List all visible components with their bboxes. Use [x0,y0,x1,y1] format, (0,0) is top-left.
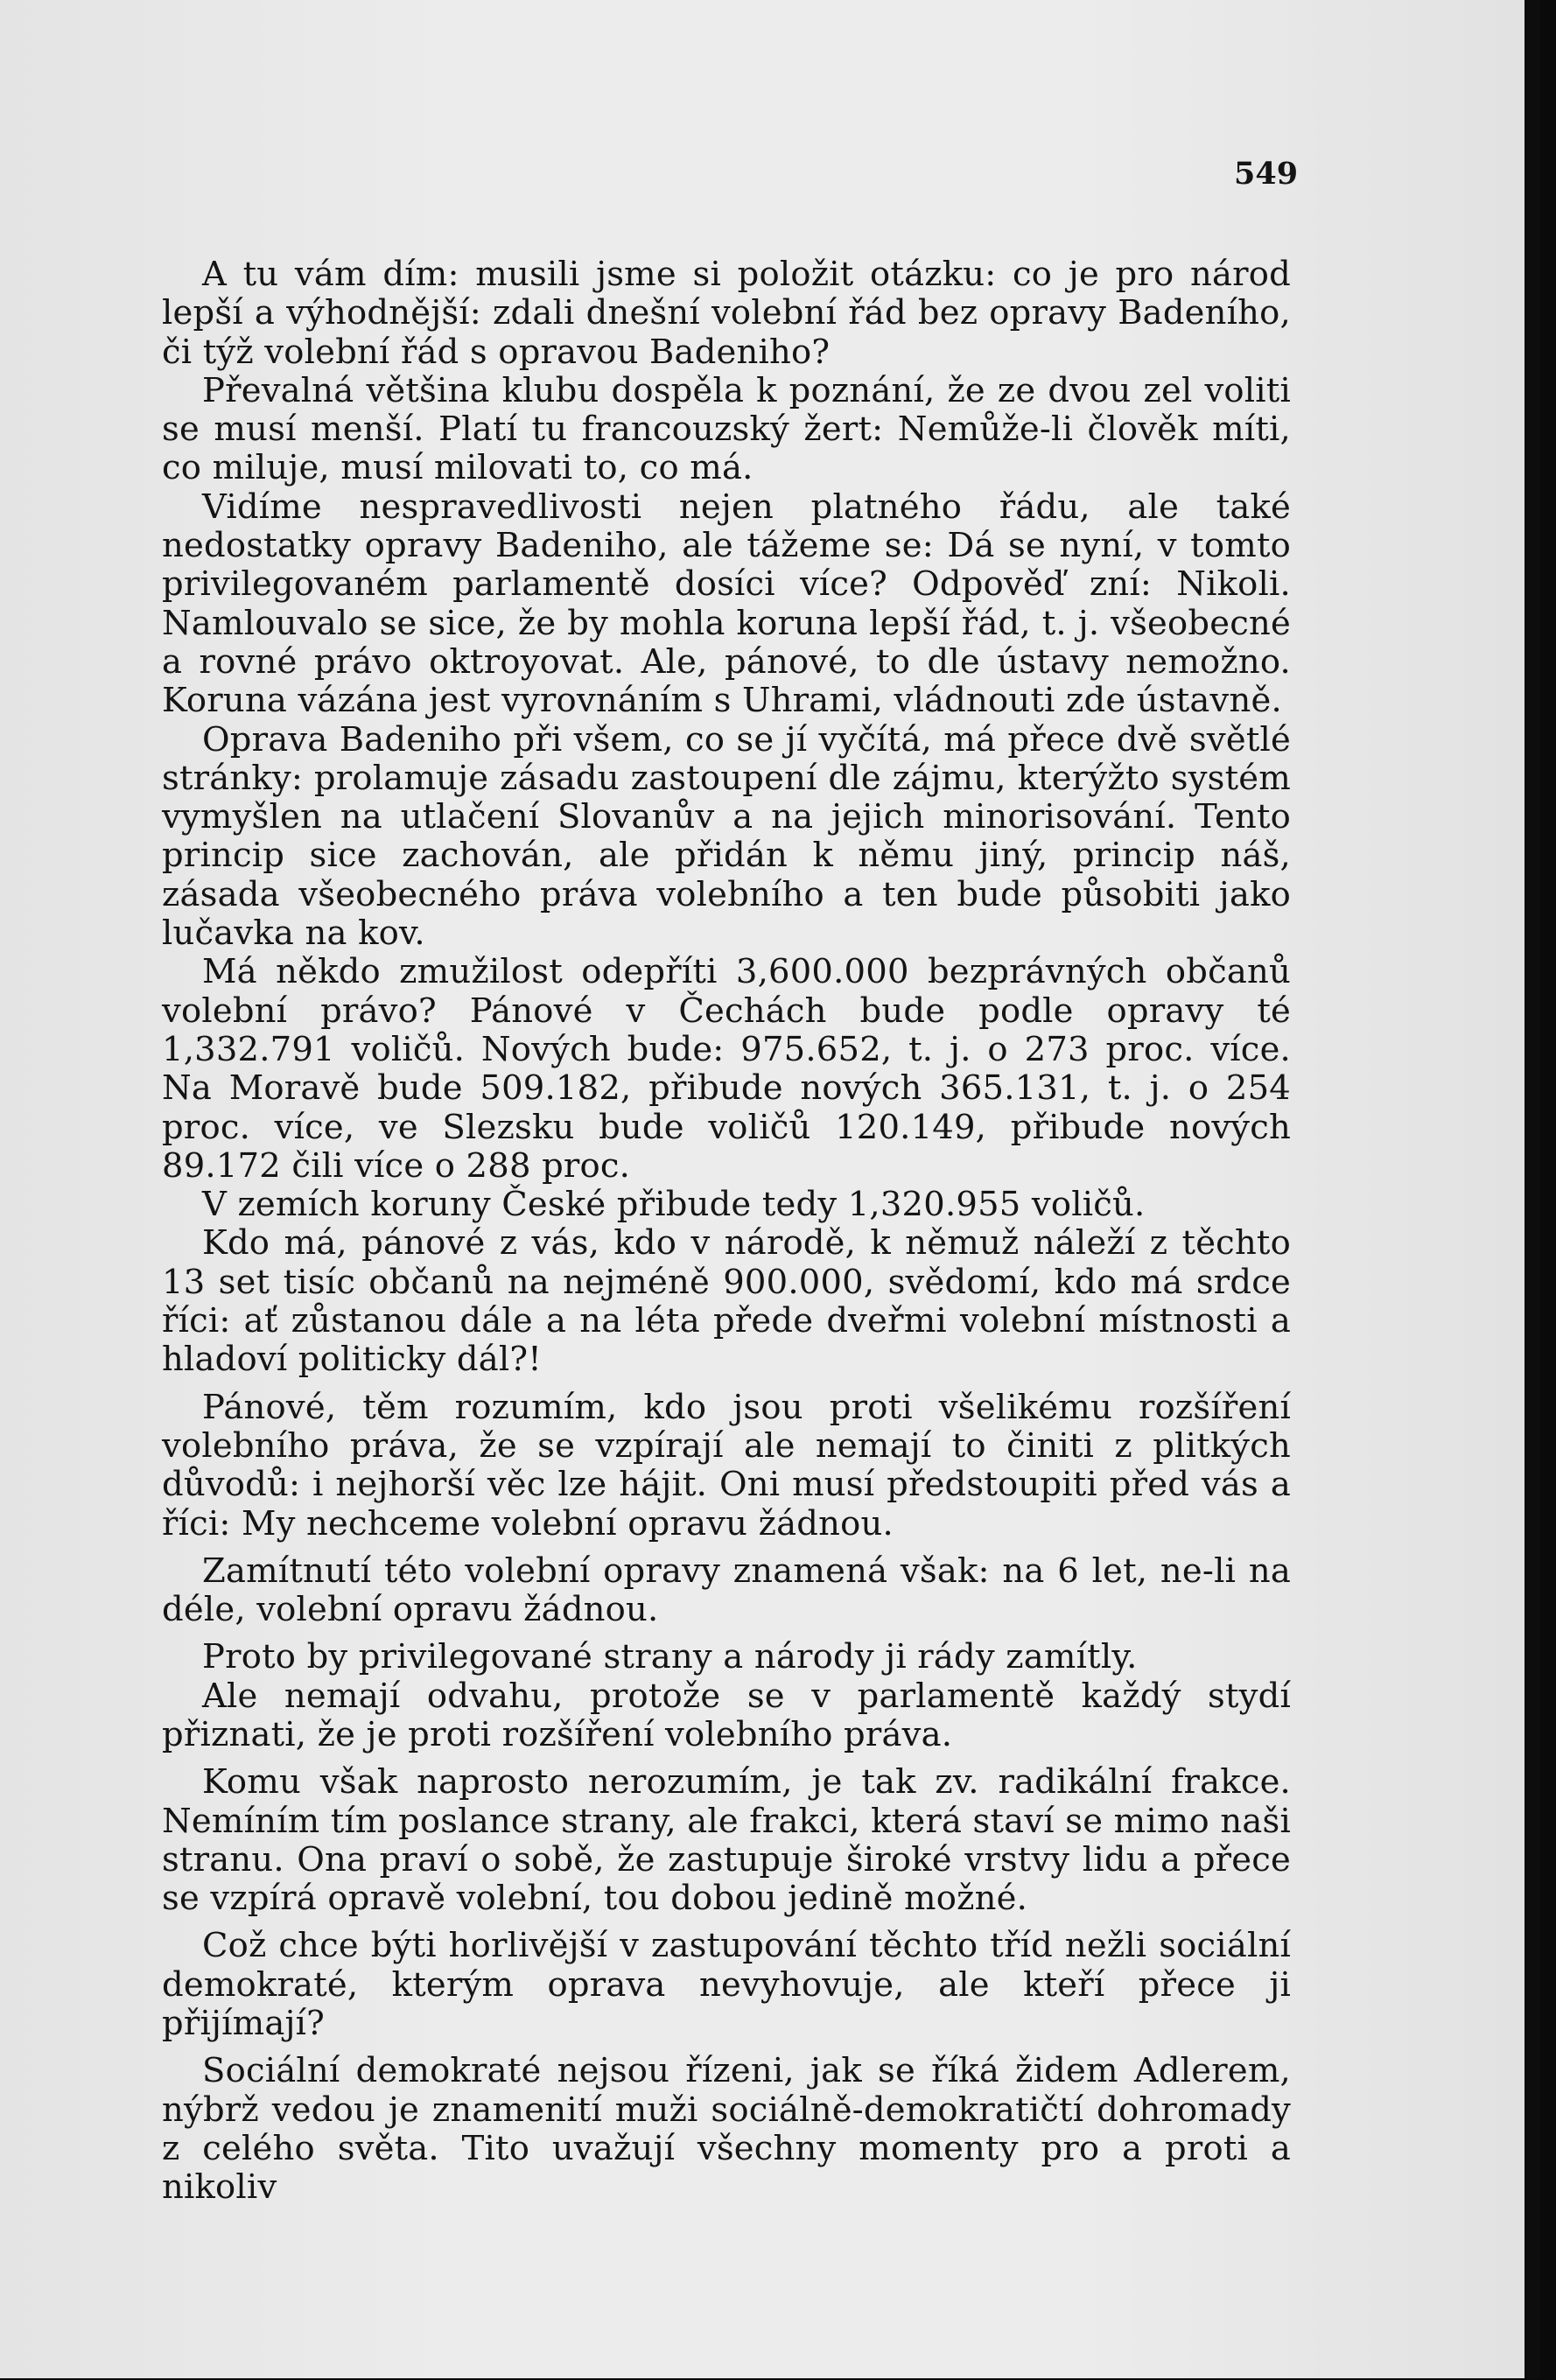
paragraph: V zemích koruny České přibude tedy 1,320.955 voličů. [202,1185,1146,1225]
paragraph: Pánové, těm rozumím, kdo jsou proti všelikému rozšíření volebního práva, že se vzpírají ale nemají to činiti z plitkých důvodů: i nejhorší věc lze hájit. Oni musí předstoupiti před vás a říci: My nechceme volební opravu žádnou. [162,1387,1291,1544]
paragraph: Převalná většina klubu dospěla k poznání, že ze dvou zel voliti se musí menší. Platí tu francouzský žert: Nemůže-li člověk míti, co miluje, musí milovati to, co má. [162,370,1291,488]
paragraph: Proto by privilegované strany a národy ji rády zamítly. [202,1637,1138,1677]
paragraph: Ale nemají odvahu, protože se v parlamentě každý stydí přiznati, že je proti rozšíření volebního práva. [162,1676,1291,1754]
paragraph: Zamítnutí této volební opravy znamená však: na 6 let, ne-li na déle, volební opravu žádnou. [162,1550,1291,1630]
paragraph: Má někdo zmužilost odepříti 3,600.000 bezprávných občanů volební právo? Pánové v Čechách bude podle opravy té 1,332.791 voličů. Nových bude: 975.652, t. j. o 273 proc. více. Na Moravě bude 509.182, přibude nových 365.131, t. j. o 254 proc. více, ve Slezsku bude voličů 120.149, přibude nových 89.172 čili více o 288 proc. [162,952,1291,1186]
paragraph: A tu vám dím: musili jsme si položit otázku: co je pro národ lepší a výhodnější: zdali dnešní volební řád bez opravy Badeního, či týž volební řád s opravou Badeniho? [162,255,1291,372]
paragraph: Kdo má, pánové z vás, kdo v národě, k němuž náleží z těchto 13 set tisíc občanů na nejméně 900.000, svědomí, kdo má srdce říci: ať zůstanou dále a na léta přede dveřmi volební místnosti a hladoví politicky dál?! [162,1223,1291,1380]
page-number: 549 [1234,156,1299,192]
paragraph: Sociální demokraté nejsou řízeni, jak se říká židem Adlerem, nýbrž vedou je znamenití muži sociálně-demokratičtí dohromady z celého světa. Tito uvažují všechny momenty pro a proti a nikoliv [162,2051,1291,2208]
paragraph: Vidíme nespravedlivosti nejen platného řádu, ale také nedostatky opravy Badeniho, ale tážeme se: Dá se nyní, v tomto privilegovaném parlamentě dosíci více? Odpověď zní: Nikoli. Namlouvalo se sice, že by mohla koruna lepší řád, t. j. všeobecné a rovné právo oktroyovat. Ale, pánové, to dle ústavy nemožno. Koruna vázána jest vyrovnáním s Uhrami, vládnouti zde ústavně. [162,486,1291,721]
body-text [162,256,1291,2208]
paragraph: Oprava Badeniho při všem, co se jí vyčítá, má přece dvě světlé stránky: prolamuje zásadu zastoupení dle zájmu, kterýžto systém vymyšlen na utlačení Slovanův a na jejich minorisování. Tento princip sice zachován, ale přidán k němu jiný, princip náš, zásada všeobecného práva volebního a ten bude působiti jako lučavka na kov. [162,719,1291,954]
paragraph: Což chce býti horlivější v zastupování těchto tříd nežli sociální demokraté, kterým oprava nevyhovuje, ale kteří přece ji přijímají? [162,1926,1291,2044]
paragraph: Komu však naprosto nerozumím, je tak zv. radikální frakce. Nemíním tím poslance strany, ale frakci, která staví se mimo naši stranu. Ona praví o sobě, že zastupuje široké vrstvy lidu a přece se vzpírá opravě volební, tou dobou jedině možné. [162,1762,1291,1919]
